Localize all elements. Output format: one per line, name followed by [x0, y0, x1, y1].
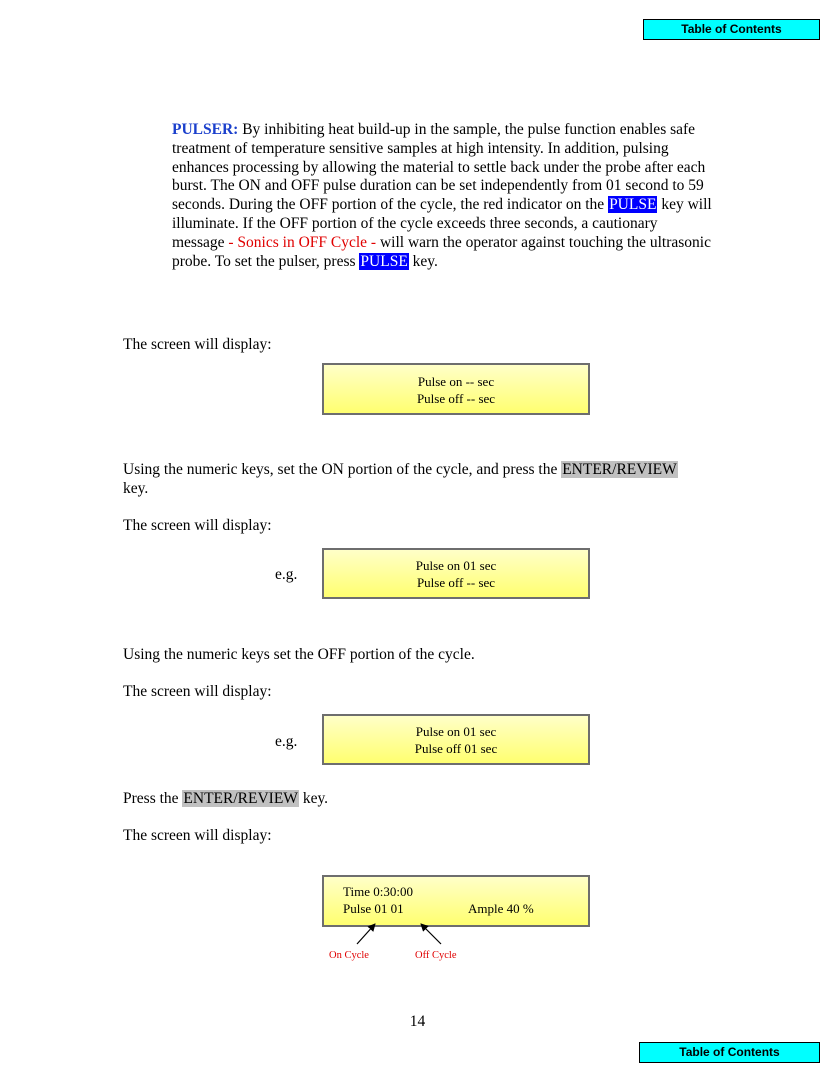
- table-of-contents-button[interactable]: Table of Contents: [643, 19, 820, 40]
- example-label: e.g.: [275, 733, 298, 750]
- page-number: 14: [409, 1013, 426, 1030]
- pulser-text-4: key.: [408, 252, 438, 270]
- press-enter-text: key.: [298, 790, 329, 807]
- off-cycle-warning: - Sonics in OFF Cycle -: [228, 233, 377, 251]
- lcd-line: Pulse on 01 sec: [415, 558, 497, 573]
- pulser-text-2: key will illuminate. If the OFF portion of the cycle exceeds three seconds, a cautionary message: [172, 196, 712, 251]
- lcd-line: Pulse on -- sec: [417, 374, 495, 389]
- press-enter-text: Press the: [123, 790, 183, 807]
- lcd-line: Pulse off 01 sec: [414, 741, 498, 756]
- screen-display-caption: The screen will display:: [123, 683, 272, 700]
- lcd-line: Pulse off -- sec: [416, 575, 496, 590]
- off-cycle-arrow: [421, 924, 441, 944]
- lcd-line: Pulse on 01 sec: [415, 724, 497, 739]
- pulser-text-3: will warn the operator against touching the ultrasonic probe. To set the pulser, press: [172, 233, 711, 270]
- screen-display-caption: The screen will display:: [123, 336, 272, 353]
- lcd-ample-value: Ample 40 %: [468, 901, 534, 916]
- example-label: e.g.: [275, 566, 298, 583]
- step-on-text-cont: key.: [123, 480, 149, 497]
- step-on-text: Using the numeric keys, set the ON portion of the cycle, and press the: [123, 461, 562, 478]
- screen-display-caption: The screen will display:: [123, 517, 272, 534]
- lcd-pulse-values: Pulse 01 01: [343, 901, 404, 916]
- enter-review-key-label: ENTER/REVIEW: [562, 461, 677, 478]
- lcd-line: Pulse off -- sec: [416, 391, 496, 406]
- lcd-time-line: Time 0:30:00: [343, 884, 413, 899]
- table-of-contents-button[interactable]: Table of Contents: [639, 1042, 820, 1063]
- off-cycle-label: Off Cycle: [415, 950, 457, 961]
- screen-display-caption: The screen will display:: [123, 827, 272, 844]
- step-set-off-instruction: Using the numeric keys set the OFF portion of the cycle.: [123, 646, 475, 663]
- on-cycle-arrow: [357, 924, 375, 944]
- pulse-key-label: PULSE: [360, 252, 408, 270]
- on-cycle-label: On Cycle: [329, 950, 369, 961]
- pulser-text-1: By inhibiting heat build-up in the sample, the pulse function enables safe treatment of temperature sensitive samples at high intensity. In addition, pulsing enhances processing by allowing the material to settle back under the probe after each burst. The ON and OFF pulse duration can be set independently from 01 second to 59 seconds. During the OFF portion of the cycle, the red indicator on the: [172, 121, 706, 214]
- enter-review-key-label: ENTER/REVIEW: [183, 790, 298, 807]
- pulser-term: PULSER:: [172, 121, 239, 138]
- pulse-key-label: PULSE: [609, 196, 657, 214]
